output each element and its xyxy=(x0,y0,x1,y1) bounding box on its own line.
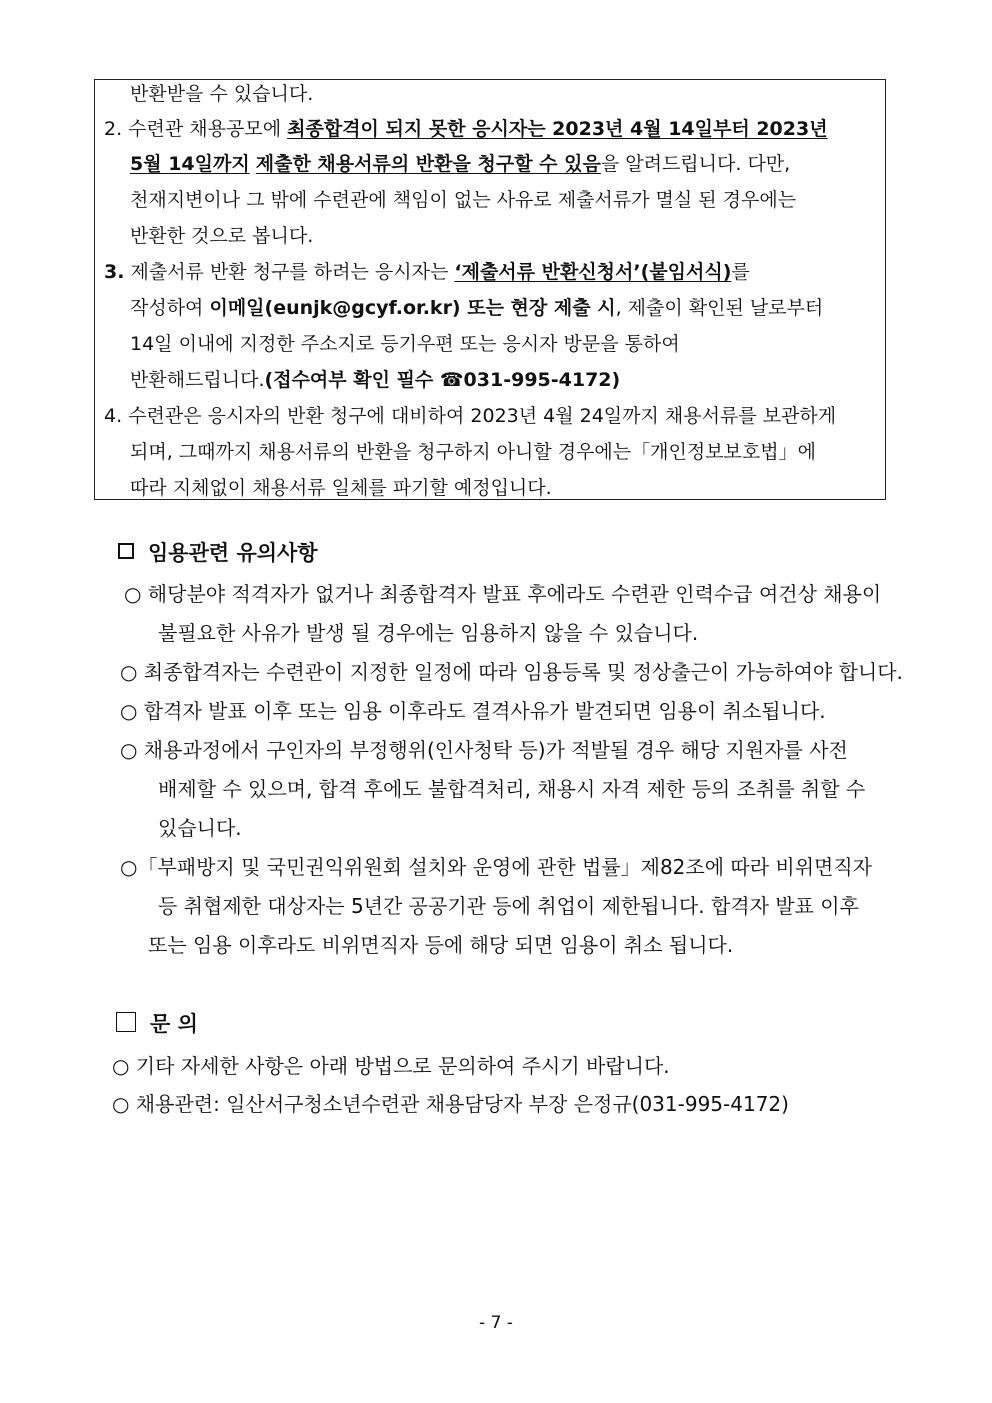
item-3-line-1 xyxy=(104,258,750,286)
item-3-text-f: , 제출이 확인된 날로부터 xyxy=(615,297,824,319)
item-4-line-1 xyxy=(104,402,836,430)
item-2-emphasis-e: 제출한 채용서류의 반환을 청구할 수 있음 xyxy=(255,153,601,175)
item-2-text-f: 을 알려드립니다. 다만, xyxy=(600,153,791,175)
item-2-number: 2. xyxy=(104,118,123,140)
inquiry-note-2: ○ 채용관련: 일산서구청소년수련관 채용담당자 부장 은정규(031-995-4172) xyxy=(112,1092,789,1116)
item-2-emphasis-c: 5월 14일까지 xyxy=(130,153,250,175)
item-4-line-2: 되며, 그때까지 채용서류의 반환을 청구하지 아니할 경우에는「개인정보보호법」에 xyxy=(130,441,816,463)
item-3-text-c: 를 xyxy=(731,261,750,283)
item-2-line-2 xyxy=(130,150,790,178)
item-2-emphasis-b: 최종합격이 되지 못한 응시자는 2023년 4월 14일부터 2023년 xyxy=(287,118,828,140)
item-3-line-2 xyxy=(130,294,823,322)
item-3-text-d: 작성하여 xyxy=(130,297,210,319)
appointment-note-2: ○ 최종합격자는 수련관이 지정한 일정에 따라 임용등록 및 정상출근이 가능하여야 합니다. xyxy=(120,660,903,684)
item-3-line-4 xyxy=(130,366,620,394)
appointment-note-3: ○ 합격자 발표 이후 또는 임용 이후라도 결격사유가 발견되면 임용이 취소됩니다. xyxy=(120,699,826,723)
page-number: - 7 - xyxy=(479,1313,513,1333)
item-4-line-3: 따라 지체없이 채용서류 일체를 파기할 예정입니다. xyxy=(130,477,552,499)
appointment-note-5-line-3: 또는 임용 이후라도 비위면직자 등에 해당 되면 임용이 취소 됩니다. xyxy=(148,933,734,957)
item-3-text-h: 반환해드립니다. xyxy=(130,369,265,391)
section-inquiry-title: 문 의 xyxy=(150,1012,198,1036)
appointment-note-4-line-1: ○ 채용과정에서 구인자의 부정행위(인사청탁 등)가 적발될 경우 해당 지원자를 사전 xyxy=(120,738,848,762)
item-4-text-a: 수련관은 응시자의 반환 청구에 대비하여 2023년 4월 24일까지 채용서류를 보관하게 xyxy=(128,405,837,427)
item-2-line-4: 반환한 것으로 봅니다. xyxy=(130,225,314,247)
item-3-line-3: 14일 이내에 지정한 주소지로 등기우편 또는 응시자 방문을 통하여 xyxy=(130,333,680,355)
item-3-number: 3. xyxy=(104,261,125,283)
item-3-text-a: 제출서류 반환 청구를 하려는 응시자는 xyxy=(130,261,455,283)
item-2-line-1 xyxy=(104,115,828,143)
checkbox-square-icon xyxy=(118,543,134,559)
appointment-note-1-line-2: 불필요한 사유가 발생 될 경우에는 임용하지 않을 수 있습니다. xyxy=(158,621,699,645)
section-inquiry-heading xyxy=(116,1009,198,1039)
box-line-1: 반환받을 수 있습니다. xyxy=(130,83,314,105)
item-2-line-3: 천재지변이나 그 밖에 수련관에 책임이 없는 사유로 제출서류가 멸실 된 경우에는 xyxy=(130,189,797,211)
inquiry-note-1: ○ 기타 자세한 사항은 아래 방법으로 문의하여 주시기 바랍니다. xyxy=(112,1054,670,1078)
appointment-note-5-line-1: ○「부패방지 및 국민권익위원회 설치와 운영에 관한 법률」제82조에 따라 비위면직자 xyxy=(120,855,872,879)
item-3-form-name: ‘제출서류 반환신청서’(붙임서식) xyxy=(454,261,732,283)
item-4-number: 4. xyxy=(104,405,123,427)
item-3-submission-method: 이메일(eunjk@gcyf.or.kr) 또는 현장 제출 시 xyxy=(209,297,616,319)
item-3-contact-note: (접수여부 확인 필수 ☎031-995-4172) xyxy=(264,369,621,391)
appointment-note-4-line-3: 있습니다. xyxy=(158,816,242,840)
appointment-note-4-line-2: 배제할 수 있으며, 합격 후에도 불합격처리, 채용시 자격 제한 등의 조취를 취할 수 xyxy=(158,777,866,801)
item-2-text-a: 수련관 채용공모에 xyxy=(128,118,288,140)
section-appointment-title: 임용관련 유의사항 xyxy=(148,541,318,565)
appointment-note-1-line-1: ○ 해당분야 적격자가 없거나 최종합격자 발표 후에라도 수련관 인력수급 여건상 채용이 xyxy=(124,582,882,606)
section-appointment-heading xyxy=(118,538,318,568)
square-bullet-icon xyxy=(116,1012,136,1032)
appointment-note-5-line-2: 등 취협제한 대상자는 5년간 공공기관 등에 취업이 제한됩니다. 합격자 발표 이후 xyxy=(158,894,859,918)
